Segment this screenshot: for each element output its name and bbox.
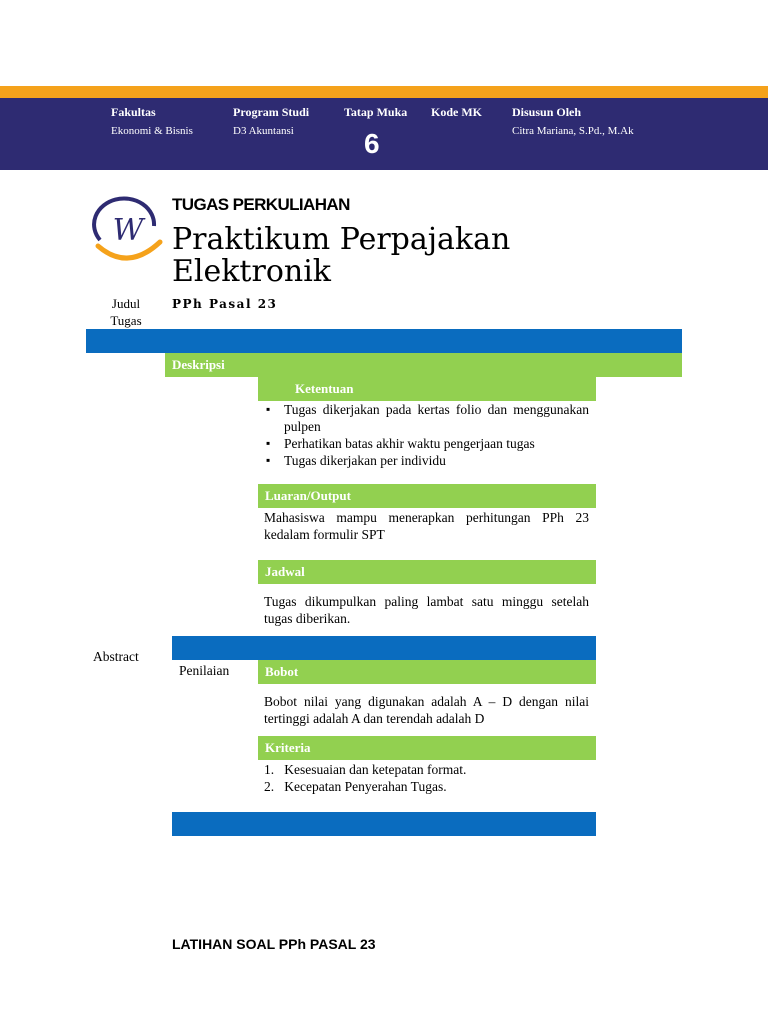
disusun-oleh-value: Citra Mariana, S.Pd., M.Ak — [512, 125, 634, 137]
disusun-oleh-label: Disusun Oleh — [512, 105, 582, 119]
program-studi-value: D3 Akuntansi — [233, 125, 294, 137]
kriteria-list — [264, 761, 589, 795]
logo-letter: W — [112, 213, 144, 248]
abstract-label: Abstract — [93, 649, 139, 664]
document-title-line-2: Elektronik — [172, 254, 331, 289]
list-item: 1. Kesesuaian dan ketepatan format. — [264, 762, 467, 777]
judul-tugas-label — [104, 295, 148, 329]
program-studi-label: Program Studi — [233, 105, 310, 119]
section-divider-top — [86, 329, 682, 353]
judul-label-line-2: Tugas — [110, 313, 142, 328]
luaran-text: Mahasiswa mampu menerapkan perhitungan PPh 23 kedalam formulir SPT — [264, 510, 589, 542]
list-item: 2. Kecepatan Penyerahan Tugas. — [264, 779, 447, 794]
header-accent-stripe — [0, 86, 768, 98]
latihan-soal-heading: LATIHAN SOAL PPh PASAL 23 — [172, 936, 376, 952]
document-title — [172, 224, 592, 288]
tatap-muka-value: 6 — [364, 128, 380, 159]
jadwal-text: Tugas dikumpulkan paling lambat satu minggu setelah tugas diberikan. — [264, 594, 589, 626]
luaran-heading: Luaran/Output — [258, 484, 596, 508]
document-type: TUGAS PERKULIAHAN — [172, 195, 350, 214]
section-divider-middle — [172, 636, 596, 660]
fakultas-value: Ekonomi & Bisnis — [111, 125, 193, 137]
university-logo-icon — [92, 196, 164, 268]
section-divider-bottom — [172, 812, 596, 836]
judul-label-line-1: Judul — [111, 296, 141, 311]
jadwal-heading: Jadwal — [258, 560, 596, 584]
list-item: ▪ Tugas dikerjakan pada kertas folio dan menggunakan pulpen — [264, 401, 589, 435]
penilaian-label: Penilaian — [179, 663, 230, 678]
bobot-text: Bobot nilai yang digunakan adalah A – D dengan nilai tertinggi adalah A dan terendah adalah D — [264, 694, 589, 726]
list-item: ▪ Perhatikan batas akhir waktu pengerjaan tugas — [264, 435, 589, 452]
judul-tugas-value: PPh Pasal 23 — [172, 297, 278, 311]
kriteria-heading: Kriteria — [258, 736, 596, 760]
deskripsi-heading: Deskripsi — [165, 353, 682, 377]
bobot-heading: Bobot — [258, 660, 596, 684]
kode-mk-label: Kode MK — [431, 105, 482, 119]
ketentuan-heading: Ketentuan — [258, 377, 596, 401]
ketentuan-list — [264, 401, 589, 469]
fakultas-label: Fakultas — [111, 105, 156, 119]
document-title-line-1: Praktikum Perpajakan — [172, 222, 511, 257]
tatap-muka-label: Tatap Muka — [344, 105, 408, 119]
list-item: ▪ Tugas dikerjakan per individu — [264, 452, 589, 469]
